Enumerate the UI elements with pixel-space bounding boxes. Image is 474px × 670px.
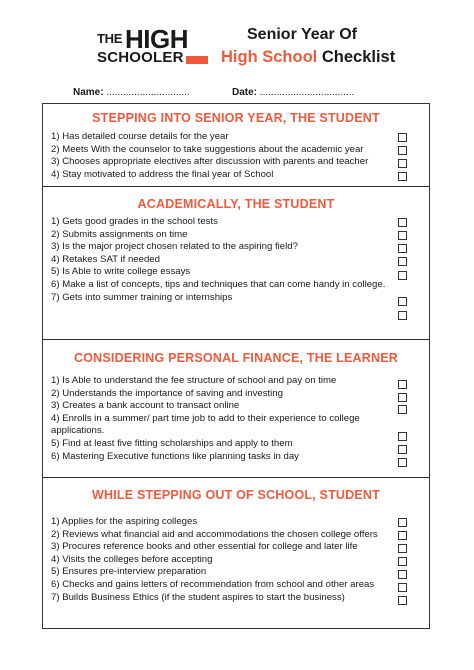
checklist-items (51, 375, 401, 463)
date-dots: .................................. (259, 87, 355, 98)
checkbox[interactable] (398, 393, 407, 402)
list-item: 3) Chooses appropriate electives after discussion with parents and teacher (51, 156, 369, 168)
checkbox[interactable] (398, 172, 407, 181)
checklist-items (51, 216, 401, 304)
list-item: 2) Reviews what financial aid and accommodations the chosen college offers (51, 528, 378, 540)
list-item: 1) Has detailed course details for the year (51, 131, 229, 142)
list-item: 5) Find at least five fitting scholarships and apply to them (51, 437, 293, 449)
checkbox[interactable] (398, 244, 407, 253)
checkbox[interactable] (398, 159, 407, 168)
checkbox[interactable] (398, 583, 407, 592)
list-item: 6) Checks and gains letters of recommendation from school and other areas (51, 578, 375, 590)
name-field[interactable] (73, 87, 190, 98)
checkbox[interactable] (398, 133, 407, 142)
section-title: ACADEMICALLY, THE STUDENT (137, 197, 335, 211)
logo-the-text: THE (97, 31, 123, 46)
checkbox[interactable] (398, 146, 407, 155)
checkbox[interactable] (398, 380, 407, 389)
section-title: STEPPING INTO SENIOR YEAR, THE STUDENT (92, 111, 380, 125)
checkbox[interactable] (398, 432, 407, 441)
checkbox[interactable] (398, 531, 407, 540)
logo-high-text: HIGH (125, 24, 188, 54)
logo-accent-bar (186, 56, 208, 64)
list-item: 5) Is Able to write college essays (51, 266, 191, 278)
list-item: 2) Submits assignments on time (51, 228, 188, 240)
list-item: 7) Gets into summer training or internships (51, 291, 233, 303)
checkbox[interactable] (398, 445, 407, 454)
list-item: 5) Ensures pre-interview preparation (51, 566, 207, 578)
checklist-section-stepping-out (42, 477, 430, 629)
the-high-schooler-logo (97, 24, 209, 72)
list-item: 4) Retakes SAT if needed (51, 253, 160, 265)
page-title-line2 (221, 48, 395, 67)
list-item: 2) Understands the importance of saving and investing (51, 387, 283, 399)
list-item: 3) Creates a bank account to transact online (51, 400, 240, 412)
section-title: CONSIDERING PERSONAL FINANCE, THE LEARNER (74, 351, 398, 365)
list-item: 4) Enrolls in a summer/ part time job to add to their experience to college applications. (51, 412, 360, 437)
checklist-items (51, 131, 401, 181)
name-label: Name: (73, 87, 104, 98)
checkbox[interactable] (398, 297, 407, 306)
list-item: 1) Gets good grades in the school tests (51, 216, 218, 227)
checkbox[interactable] (398, 518, 407, 527)
checkbox[interactable] (398, 231, 407, 240)
date-label: Date: (232, 87, 258, 98)
checkbox[interactable] (398, 557, 407, 566)
checkbox[interactable] (398, 405, 407, 414)
page-title-line1: Senior Year Of (247, 26, 357, 43)
list-item: 1) Applies for the aspiring colleges (51, 516, 198, 527)
checkbox[interactable] (398, 218, 407, 227)
checklist-section-personal-finance (42, 339, 430, 477)
checklist-section-academically (42, 186, 430, 339)
date-field[interactable] (232, 87, 354, 98)
checkbox[interactable] (398, 257, 407, 266)
list-item: 6) Mastering Executive functions like planning tasks in day (51, 450, 299, 462)
section-title: WHILE STEPPING OUT OF SCHOOL, STUDENT (92, 488, 380, 502)
title-rest-text: Checklist (321, 48, 396, 66)
checkbox[interactable] (398, 311, 407, 320)
list-item: 2) Meets With the counselor to take suggestions about the academic year (51, 143, 364, 155)
checkbox[interactable] (398, 271, 407, 280)
name-dots: .............................. (106, 87, 190, 98)
list-item: 1) Is Able to understand the fee structure of school and pay on time (51, 375, 337, 386)
checkbox[interactable] (398, 570, 407, 579)
checkbox[interactable] (398, 596, 407, 605)
checkbox[interactable] (398, 544, 407, 553)
checklist-section-senior-year (42, 103, 430, 186)
list-item: 4) Stay motivated to address the final year of School (51, 168, 274, 180)
list-item: 6) Make a list of concepts, tips and techniques that can come handy in college. (51, 278, 386, 290)
checklist-items (51, 516, 401, 604)
checkbox[interactable] (398, 458, 407, 467)
list-item: 3) Procures reference books and other essential for college and later life (51, 541, 358, 553)
list-item: 7) Builds Business Ethics (if the student aspires to start the business) (51, 591, 345, 603)
list-item: 4) Visits the colleges before accepting (51, 553, 213, 565)
list-item: 3) Is the major project chosen related to the aspiring field? (51, 241, 298, 253)
title-accent-text: High School (221, 48, 318, 66)
logo-schooler-text: SCHOOLER (97, 49, 184, 66)
